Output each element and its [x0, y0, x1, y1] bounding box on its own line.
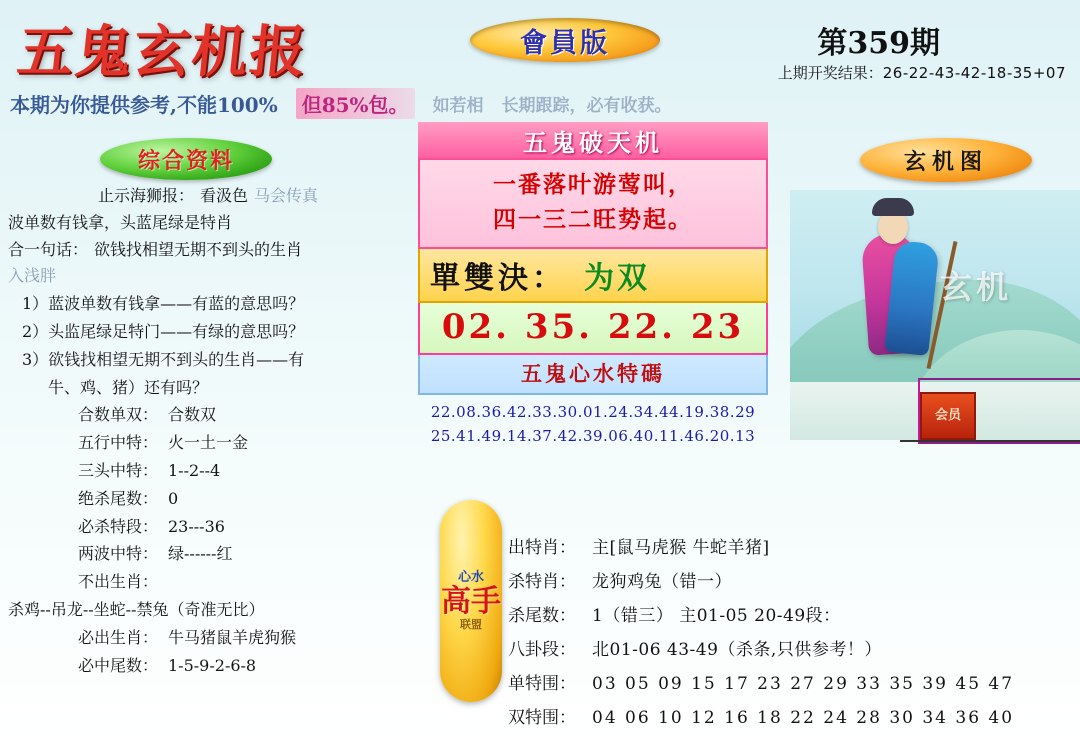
member-stamp: 会员: [920, 392, 976, 440]
header-note-band: [10, 86, 1070, 120]
header-note-right: 长期跟踪，必有收获。: [501, 95, 672, 116]
middle-subtitle: 五鬼心水特碼: [418, 355, 768, 395]
section-title-mystic-chart-label: 玄机图: [903, 148, 988, 175]
left-line1: [8, 184, 408, 209]
section-title-comprehensive: [100, 138, 272, 180]
bottom-row-1-value: 龙狗鸡兔（错一）: [592, 572, 732, 592]
left-item-5-key: 两波中特：: [77, 544, 158, 564]
left-extra-2-value: 牛马猪鼠羊虎狗猴: [168, 627, 297, 647]
left-line2: 波单数有钱拿，头蓝尾绿是特肖: [8, 212, 233, 232]
left-line3-value: 欲钱找相望无期不到头的生肖: [94, 239, 303, 259]
horizontal-rule: [900, 440, 1080, 442]
left-line3: [8, 238, 408, 263]
expert-badge: [440, 500, 502, 702]
bottom-row-0: [508, 540, 1080, 557]
middle-panel: [418, 122, 768, 451]
member-edition-badge: [470, 18, 660, 62]
bottom-row-5-value: 04 06 10 12 16 18 22 24 28 30 34 36 40: [592, 708, 1015, 728]
left-question-1: 1）蓝波单数有钱拿——有蓝的意思吗？: [22, 294, 305, 314]
middle-number-row-1: 22.08.36.42.33.30.01.24.34.44.19.38.29: [430, 403, 756, 421]
left-item-1: [8, 431, 408, 456]
left-line3-label: 合一句话：: [8, 239, 89, 259]
last-draw-result: [778, 62, 1066, 83]
expert-badge-main: 高手: [441, 584, 501, 620]
bottom-row-3: [508, 642, 1080, 659]
bottom-row-3-value: 北01-06 43-49（杀条,只供参考！）: [592, 640, 882, 660]
left-item-0-key: 合数单双：: [77, 405, 158, 425]
left-extra-2: [8, 626, 408, 651]
left-line1-label: 止示海狮报：: [97, 186, 194, 205]
left-extra-3-value: 1-5-9-2-6-8: [168, 655, 257, 675]
last-draw-label: 上期开奖结果：: [777, 64, 883, 82]
middle-panel-title: 五鬼破天机: [418, 122, 768, 158]
middle-poem-line-2: 四一三二旺势起。: [493, 205, 693, 233]
left-item-4-value: 23---36: [168, 516, 225, 536]
left-item-2-key: 三头中特：: [77, 460, 158, 480]
middle-number-rows: [418, 403, 768, 445]
bottom-row-2-key: 杀尾数：: [508, 606, 576, 626]
bottom-row-2: [508, 608, 1080, 625]
bottom-row-1: [508, 574, 1080, 591]
middle-poem-line-1: 一番落叶游莺叫，: [493, 171, 693, 198]
page-title: 五鬼玄机报: [14, 19, 312, 85]
left-line4: 入浅胖: [8, 266, 57, 286]
issue-number: 第359期: [817, 26, 940, 61]
main-numbers: 02. 35. 22. 23: [418, 303, 768, 355]
bottom-row-0-key: 出特肖：: [508, 538, 576, 558]
left-question-3: 3）欲钱找相望无期不到头的生肖——有: [22, 349, 305, 369]
member-edition-label: 會員版: [520, 27, 610, 59]
left-item-0-value: 合数双: [168, 405, 217, 425]
left-item-0: [8, 403, 408, 428]
bottom-row-4-value: 03 05 09 15 17 23 27 29 33 35 39 45 47: [592, 674, 1015, 694]
left-line1-value: 看汲色: [199, 186, 248, 205]
bottom-row-0-value: 主[鼠马虎猴 牛蛇羊猪]: [592, 538, 770, 558]
illustration-watermark: 玄机: [940, 268, 1013, 306]
illustration-figure-hat: [872, 198, 914, 216]
left-item-1-key: 五行中特：: [77, 433, 158, 453]
last-draw-numbers: 26-22-43-42-18-35+07: [882, 64, 1066, 82]
bottom-row-3-key: 八卦段：: [508, 640, 576, 660]
odd-even-label: 單雙決：: [430, 261, 566, 296]
left-item-2-value: 1--2--4: [168, 460, 221, 480]
left-line1-tail: 马会传真: [254, 186, 319, 205]
left-question-2: 2）头监尾绿足特门——有绿的意思吗？: [22, 321, 305, 341]
bottom-row-4-key: 单特围：: [508, 674, 576, 694]
left-item-3-value: 0: [168, 488, 179, 508]
left-item-4: [8, 515, 408, 540]
expert-badge-sub: 联盟: [460, 618, 482, 632]
odd-even-value: 为双: [584, 261, 650, 296]
left-item-5: [8, 542, 408, 567]
left-item-3-key: 绝杀尾数：: [77, 488, 158, 508]
left-item-2: [8, 459, 408, 484]
bottom-row-4: [508, 676, 1080, 693]
left-extra-3: [8, 654, 408, 679]
left-item-6: [8, 570, 408, 595]
middle-number-row-2: 25.41.49.14.37.42.39.06.40.11.46.20.13: [430, 427, 756, 445]
odd-even-row: [418, 249, 768, 303]
section-title-mystic-chart: [860, 138, 1032, 182]
header-note-mid: 如若相: [432, 95, 484, 116]
bottom-row-5-key: 双特围：: [508, 708, 576, 728]
left-question-3b: 牛、鸡、猪）还有吗？: [48, 377, 209, 397]
header-note-highlight: 但85%包。: [296, 88, 415, 119]
left-item-1-value: 火一土一金: [168, 433, 249, 453]
left-item-5-value: 绿------红: [168, 544, 233, 564]
left-extra-1: 杀鸡--吊龙--坐蛇--禁兔（奇准无比）: [8, 599, 265, 619]
left-item-6-value: [168, 570, 408, 595]
section-title-comprehensive-label: 综合资料: [137, 147, 234, 174]
left-extra-3-key: 必中尾数：: [77, 655, 158, 675]
left-extra-2-key: 必出生肖：: [77, 627, 158, 647]
bottom-info-list: [508, 540, 1080, 744]
header-note-left: 本期为你提供参考,不能100%: [10, 92, 278, 117]
left-content: [8, 182, 408, 681]
left-item-6-key: 不出生肖：: [77, 572, 158, 592]
bottom-row-1-key: 杀特肖：: [508, 572, 576, 592]
bottom-row-2-value: 1（错三） 主01-05 20-49段：: [592, 606, 841, 626]
expert-badge-top: 心水: [457, 570, 484, 586]
left-item-4-key: 必杀特段：: [77, 516, 158, 536]
left-item-3: [8, 487, 408, 512]
bottom-row-5: [508, 710, 1080, 727]
middle-poem: [418, 158, 768, 249]
